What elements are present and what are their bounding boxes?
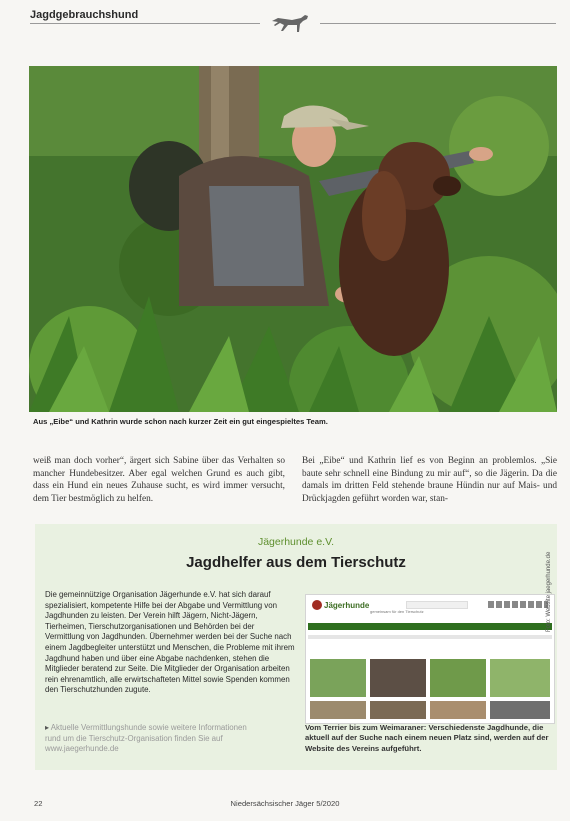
dog-thumbnail[interactable] (490, 701, 550, 719)
header-rule-right (320, 23, 556, 24)
dog-thumbnail[interactable] (310, 659, 366, 697)
hunting-dog-silhouette-icon (268, 12, 312, 36)
article-column-left (33, 455, 285, 505)
website-social-icons (488, 601, 548, 608)
article-text-right: Bei „Eibe“ und Kathrin lief es von Beginn an problemlos. „Sie baute sehr schnell eine Bindung zu mir auf“, so die Jägerin. Da die damals im dritten Feld stehende braune Hündin nur auf Mais- und Drückjagden geführt worden war, stan- (302, 456, 557, 504)
photo-caption: Aus „Eibe“ und Kathrin wurde schon nach kurzer Zeit ein gut eingespieltes Team. (33, 417, 328, 426)
website-logo-text: Jägerhunde (324, 601, 370, 610)
dog-thumbnail[interactable] (370, 701, 426, 719)
photo-credit: Foto: Website jaegerhunde.de (546, 551, 552, 632)
website-search (406, 601, 468, 609)
dog-thumbnail[interactable] (310, 701, 366, 719)
header-rule-left (30, 23, 260, 24)
dog-thumbnail[interactable] (370, 659, 426, 697)
info-box-kicker: Jägerhunde e.V. (257, 536, 335, 548)
website-logo-icon (312, 600, 322, 610)
info-box-body: Die gemeinnützige Organisation Jägerhunde e.V. hat sich darauf spezialisiert, kompetente Hilfe bei der Abgabe und Vermittlung von Jagdhunden zu leisten. Der Verein hilft Jägern, Nicht-Jägern, Tierheimen, Tierschutzorganisationen und Behörden bei der Vermittlung von Jagdhunden. Übernehmer werden bei der Suche nach einem Jagdbegleiter unterstützt und Menschen, die Probleme mit ihrem Jagdhund haben und über eine Abgabe nachdenken, stehen die Mitglieder beratend zur Seite. Die Mitglieder der Organisation arbeiten rein ehrenamtlich, alle erwirtschafteten Mittel sowie Spenden kommen den Tierschutzhunden zugute. (45, 590, 295, 695)
link-line-2: rund um die Tierschutz-Organisation finden Sie auf (45, 733, 223, 743)
website-nav-bar (308, 623, 552, 630)
info-box-link-block (45, 723, 290, 755)
hero-photo (29, 66, 557, 412)
link-line-1: Aktuelle Vermittlungshunde sowie weitere Informationen (50, 723, 247, 732)
article-column-right (302, 455, 557, 505)
screenshot-caption: Vom Terrier bis zum Weimaraner: Verschiedenste Jagdhunde, die aktuell auf der Suche nach einem neuen Platz sind, werden auf der Website des Vereins aufgeführt. (305, 723, 549, 753)
dog-thumbnail[interactable] (430, 701, 486, 719)
arrow-icon: ▸ (45, 723, 49, 732)
magazine-footer: Niedersächsischer Jäger 5/2020 (230, 799, 340, 808)
section-label: Jagdgebrauchshund (30, 9, 139, 21)
dog-thumbnail[interactable] (490, 659, 550, 697)
dog-thumbnail[interactable] (430, 659, 486, 697)
article-text-left: weiß man doch vorher“, ärgert sich Sabine über das Verhalten so mancher Hundebesitzer. Aber egal welchen Grund es auch gibt, dass ein Hund ein neues Zuhause sucht, es wird immer versucht, dem Tier bestmöglich zu helfen. (33, 456, 285, 504)
page-number: 22 (34, 799, 43, 808)
website-link[interactable]: www.jaegerhunde.de (45, 744, 119, 754)
website-breadcrumb (308, 635, 552, 639)
website-screenshot (305, 594, 555, 724)
info-box (35, 524, 557, 770)
website-tagline: gemeinsam für den Tierschutz (370, 609, 424, 614)
info-box-headline: Jagdhelfer aus dem Tierschutz (186, 554, 406, 571)
